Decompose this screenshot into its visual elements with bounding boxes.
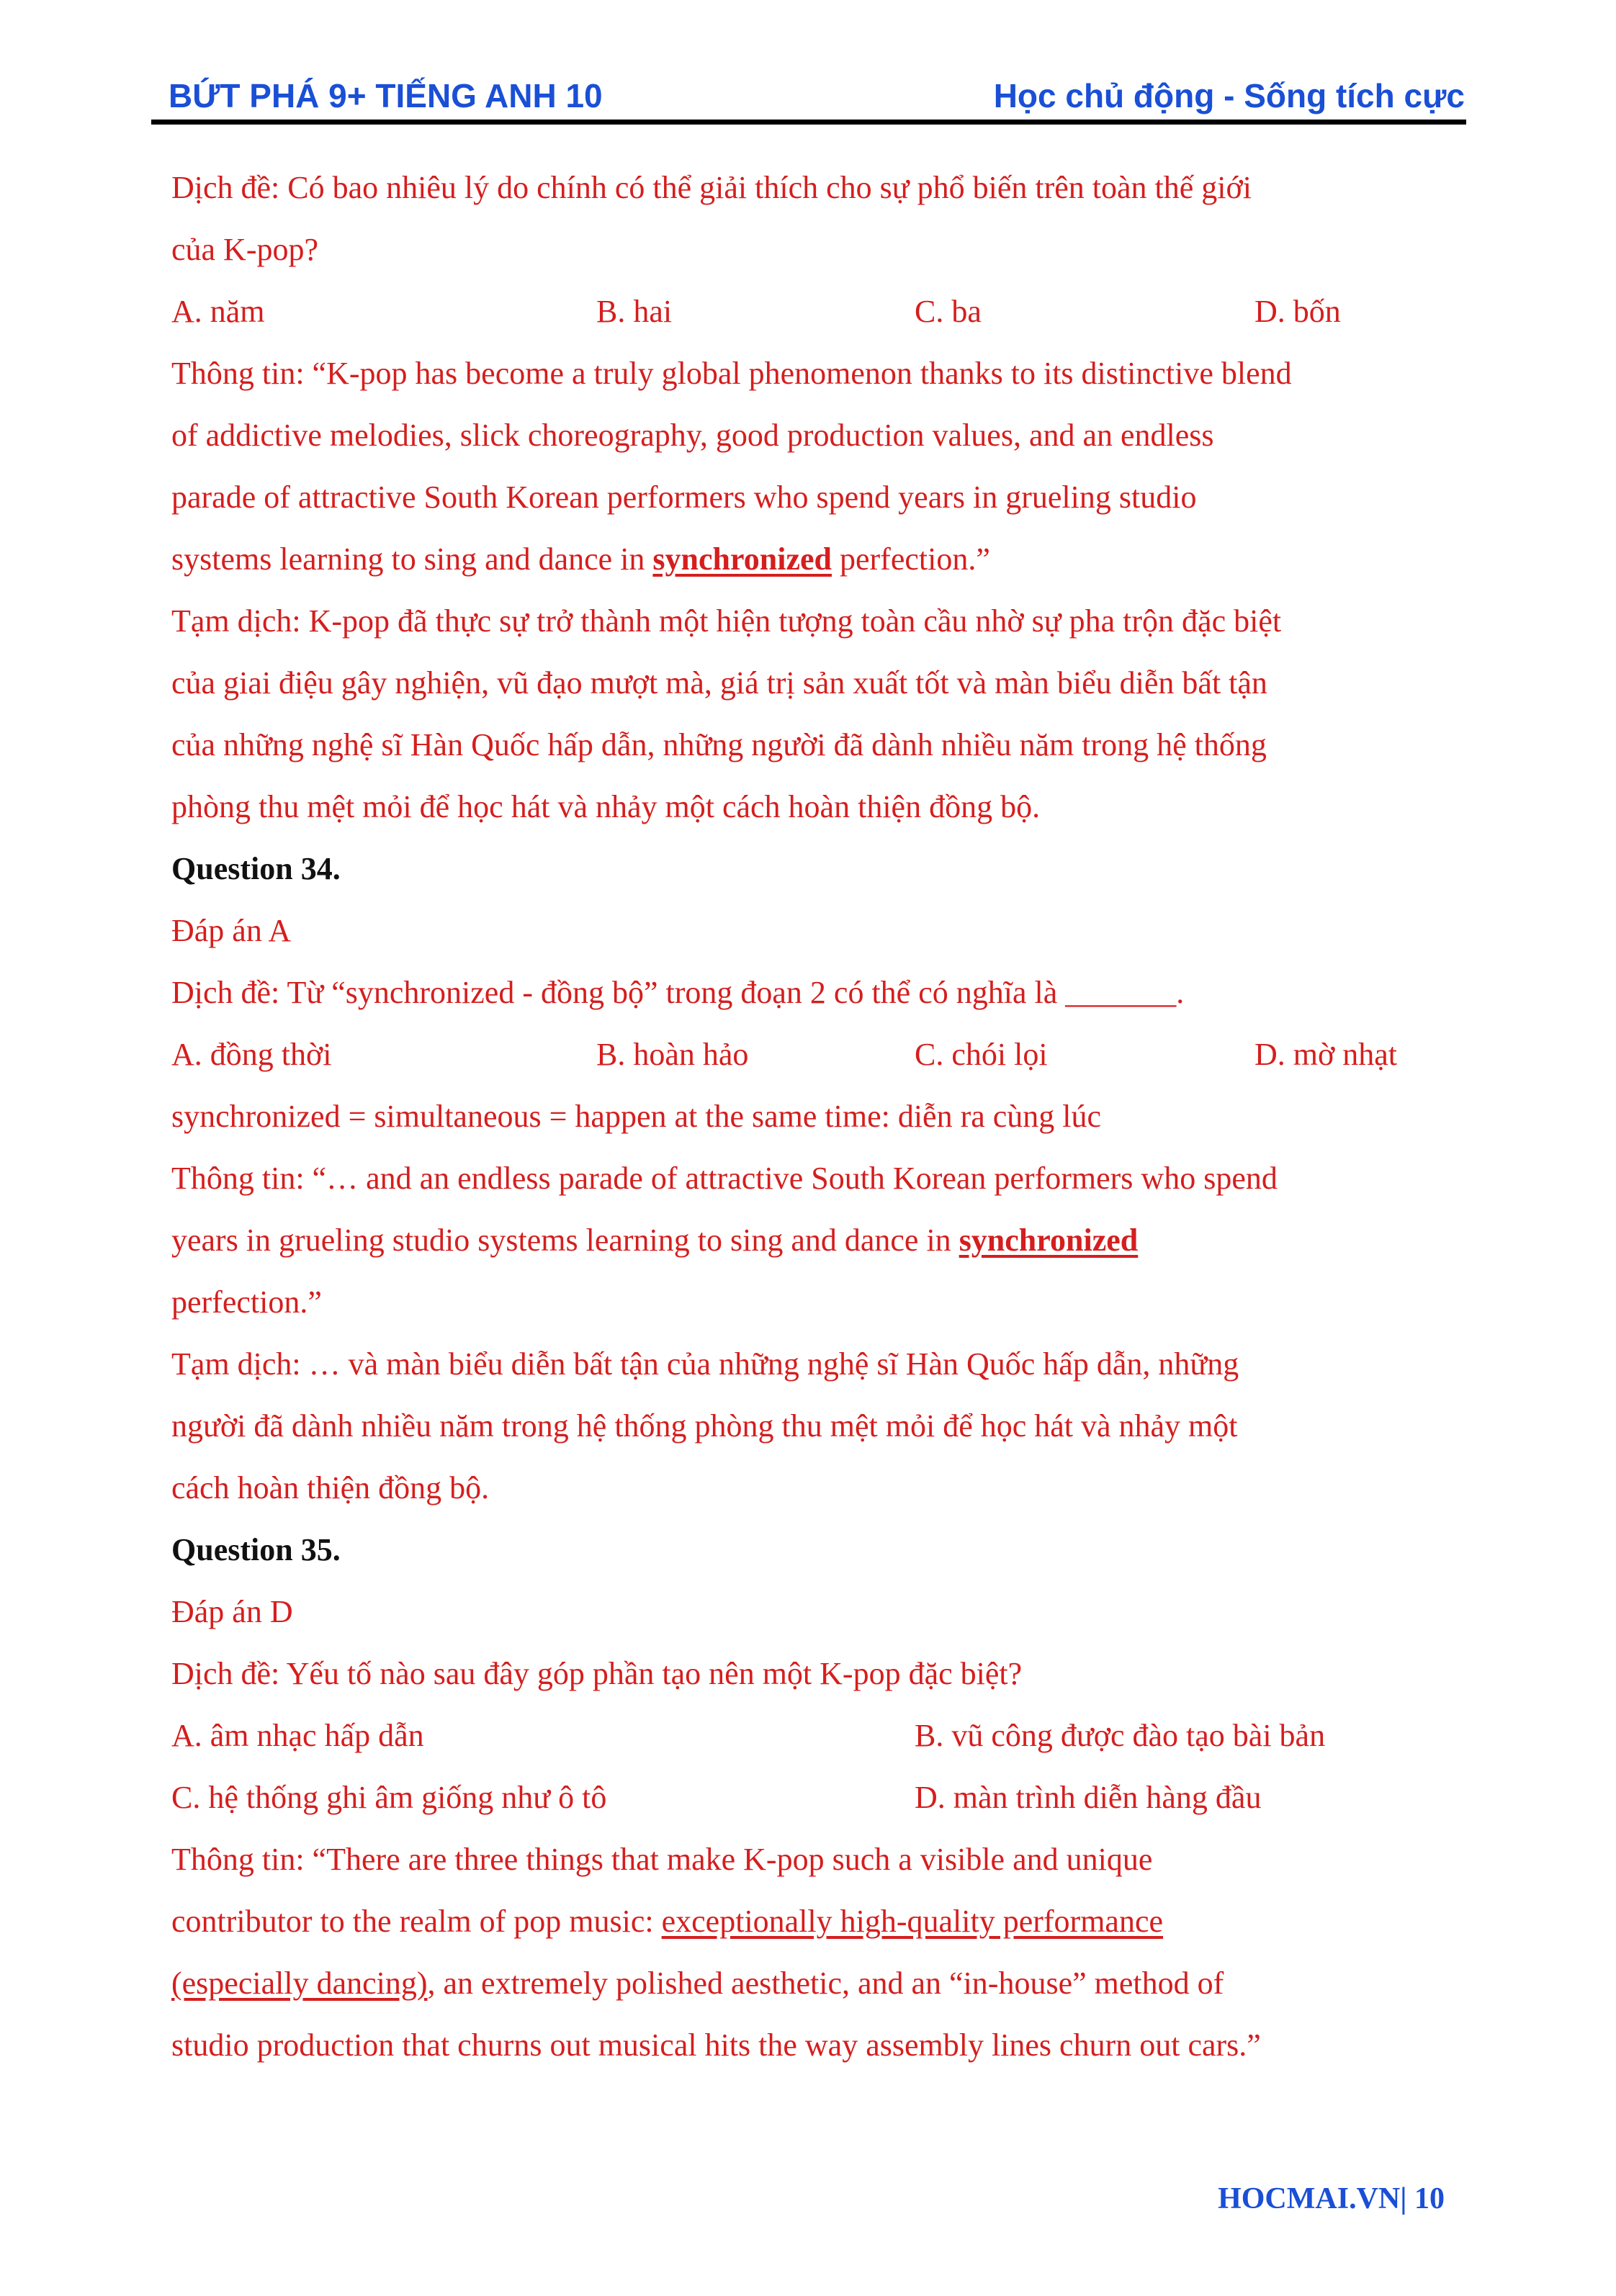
header-slogan: Học chủ động - Sống tích cực (993, 77, 1465, 114)
q35-keyword-1: exceptionally high-quality performance (661, 1904, 1164, 1939)
q33-option-c: C. ba (915, 294, 982, 329)
q33-tamdich-line-3: của những nghệ sĩ Hàn Quốc hấp dẫn, những người đã dành nhiều năm trong hệ thống (171, 727, 1267, 762)
q34-tamdich-line-3: cách hoàn thiện đồng bộ. (171, 1470, 490, 1505)
q33-info-line-4 (171, 528, 1468, 590)
q35-info-line-4: studio production that churns out musical hits the way assembly lines churn out cars.” (171, 2027, 1261, 2063)
page-header (169, 72, 1465, 122)
q34-answer: Đáp án A (171, 913, 292, 948)
q35-options-row-2 (171, 1767, 1468, 1829)
q33-keyword: synchronized (652, 541, 832, 577)
q33-tamdich-line-2: của giai điệu gây nghiện, vũ đạo mượt mà, giá trị sản xuất tốt và màn biểu diễn bất tận (171, 665, 1267, 701)
q34-option-a: A. đồng thời (171, 1037, 332, 1072)
header-divider (151, 120, 1466, 125)
q34-option-c: C. chói lọi (915, 1037, 1048, 1072)
header-title: BỨT PHÁ 9+ TIẾNG ANH 10 (169, 77, 603, 114)
q33-option-b: B. hai (596, 294, 673, 329)
q35-info-line-2-pre: contributor to the realm of pop music: (171, 1904, 662, 1939)
q35-option-a: A. âm nhạc hấp dẫn (171, 1718, 424, 1753)
q33-tamdich-line-4: phòng thu mệt mỏi để học hát và nhảy một cách hoàn thiện đồng bộ. (171, 789, 1041, 824)
q34-keyword: synchronized (959, 1223, 1139, 1258)
q33-info-line-4-post: perfection.” (831, 541, 990, 577)
q33-options (171, 281, 1468, 343)
q35-info-line-1: Thông tin: “There are three things that make K-pop such a visible and unique (171, 1842, 1153, 1877)
q34-option-b: B. hoàn hảo (596, 1037, 749, 1072)
q35-options-row-1 (171, 1705, 1468, 1767)
q35-answer: Đáp án D (171, 1594, 293, 1629)
q35-option-b: B. vũ công được đào tạo bài bản (915, 1718, 1326, 1753)
q33-translation-line-1: Dịch đề: Có bao nhiêu lý do chính có thể giải thích cho sự phổ biến trên toàn thế giới (171, 170, 1252, 205)
q33-tamdich-line-1: Tạm dịch: K-pop đã thực sự trở thành một hiện tượng toàn cầu nhờ sự pha trộn đặc biệt (171, 603, 1282, 639)
q33-info-line-4-pre: systems learning to sing and dance in (171, 541, 653, 577)
q34-tamdich-line-1: Tạm dịch: … và màn biểu diễn bất tận của những nghệ sĩ Hàn Quốc hấp dẫn, những (171, 1346, 1239, 1382)
q34-explanation: synchronized = simultaneous = happen at the same time: diễn ra cùng lúc (171, 1099, 1102, 1134)
q34-option-d: D. mờ nhạt (1254, 1037, 1398, 1072)
q34-info-line-2-pre: years in grueling studio systems learning to sing and dance in (171, 1223, 959, 1258)
q33-info-line-1: Thông tin: “K-pop has become a truly global phenomenon thanks to its distinctive blend (171, 356, 1292, 391)
q35-info-line-2 (171, 1891, 1468, 1953)
q35-option-c: C. hệ thống ghi âm giống như ô tô (171, 1780, 607, 1815)
q34-info-line-1: Thông tin: “… and an endless parade of attractive South Korean performers who spend (171, 1161, 1278, 1196)
q35-info-line-3-post: , an extremely polished aesthetic, and an “in-house” method of (427, 1966, 1224, 2001)
q34-title: Question 34. (171, 851, 341, 886)
q34-info-line-2 (171, 1210, 1468, 1271)
q33-info-line-3: parade of attractive South Korean performers who spend years in grueling studio (171, 480, 1197, 515)
q35-info-line-3 (171, 1953, 1468, 2014)
q35-title: Question 35. (171, 1532, 341, 1567)
q33-translation-line-2: của K-pop? (171, 232, 319, 267)
q33-option-a: A. năm (171, 294, 265, 329)
q34-options (171, 1024, 1468, 1086)
q35-keyword-2: (especially dancing) (171, 1966, 428, 2001)
q35-translation: Dịch đề: Yếu tố nào sau đây góp phần tạo nên một K-pop đặc biệt? (171, 1656, 1023, 1691)
page-footer: HOCMAI.VN| 10 (1218, 2182, 1445, 2215)
q34-info-line-3: perfection.” (171, 1284, 322, 1320)
q34-translation: Dịch đề: Từ “synchronized - đồng bộ” trong đoạn 2 có thể có nghĩa là _______. (171, 975, 1185, 1010)
q34-tamdich-line-2: người đã dành nhiều năm trong hệ thống phòng thu mệt mỏi để học hát và nhảy một (171, 1408, 1238, 1444)
q33-option-d: D. bốn (1254, 294, 1341, 329)
q35-option-d: D. màn trình diễn hàng đầu (915, 1780, 1262, 1815)
document-body (171, 157, 1468, 2076)
q33-info-line-2: of addictive melodies, slick choreography, good production values, and an endless (171, 418, 1214, 453)
